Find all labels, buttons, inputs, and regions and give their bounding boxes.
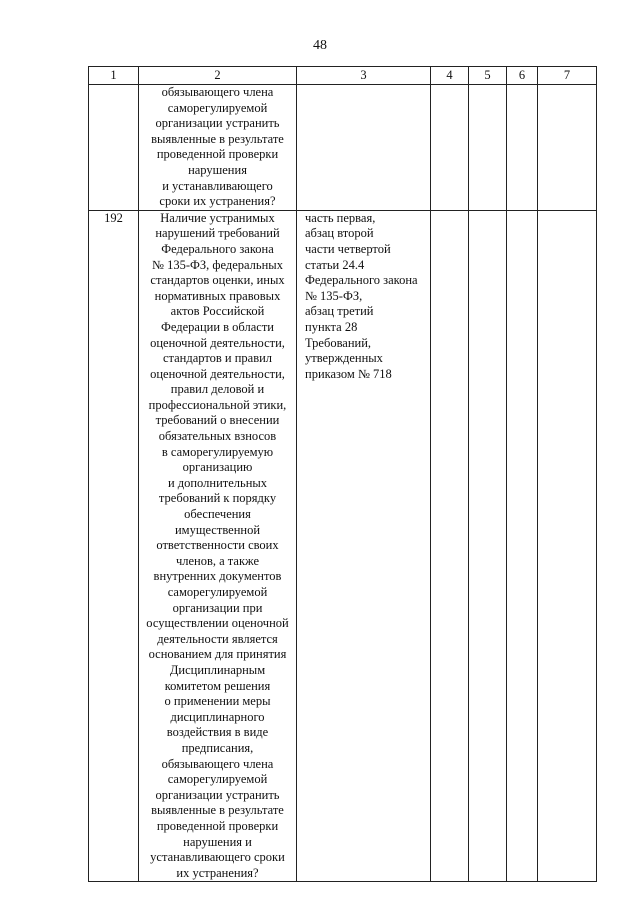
requirement-line: саморегулируемой [167, 772, 268, 787]
requirement-line: требований о внесении [155, 413, 280, 428]
reference-line: часть первая, [305, 210, 376, 225]
empty-cell-col-6 [507, 210, 538, 882]
reference-line: приказом № 718 [305, 366, 392, 381]
empty-cell-col-5 [469, 210, 507, 882]
requirement-line: выявленные в результате [151, 131, 284, 146]
table-row [89, 210, 597, 882]
row-number: 192 [104, 210, 123, 225]
reference-line: части четвертой [305, 241, 391, 256]
requirement-line: Дисциплинарным [169, 662, 266, 677]
header-row [89, 67, 597, 85]
requirement-line: устанавливающего сроки [150, 850, 285, 865]
requirement-line: профессиональной этики, [148, 397, 287, 412]
header-col-3: 3 [297, 67, 431, 85]
requirement-cell [139, 85, 297, 211]
requirement-line: сроки их устранения? [159, 194, 276, 209]
empty-cell-col-5 [469, 85, 507, 211]
requirement-line: Федерального закона [161, 241, 274, 256]
requirement-line: Наличие устранимых [160, 210, 275, 225]
requirement-line: саморегулируемой [167, 100, 268, 115]
empty-cell-col-7 [538, 210, 597, 882]
requirement-line: нарушения и [183, 834, 252, 849]
requirement-line: требований к порядку [158, 491, 277, 506]
requirement-line: нарушений требований [155, 226, 280, 241]
requirement-line: организации при [172, 600, 263, 615]
header-col-5: 5 [469, 67, 507, 85]
requirement-line: организации устранить [155, 787, 280, 802]
header-col-7: 7 [538, 67, 597, 85]
requirement-line: обязывающего члена [161, 756, 274, 771]
reference-line: Федерального закона [305, 273, 418, 288]
checklist-table [88, 66, 597, 882]
reference-line: статьи 24.4 [305, 257, 365, 272]
header-col-6: 6 [507, 67, 538, 85]
table-row [89, 85, 597, 211]
header-col-2: 2 [139, 67, 297, 85]
requirement-line: нарушения [188, 162, 247, 177]
reference-line: утвержденных [305, 351, 383, 366]
requirement-line: их устранения? [176, 865, 259, 880]
reference-cell [297, 210, 431, 882]
empty-cell-col-4 [431, 85, 469, 211]
empty-cell-col-7 [538, 85, 597, 211]
requirement-line: воздействия в виде [166, 725, 269, 740]
requirement-line: Федерации в области [161, 319, 274, 334]
requirement-cell [139, 210, 297, 882]
requirement-line: правил деловой и [170, 382, 265, 397]
requirement-line: внутренних документов [153, 569, 282, 584]
reference-line: пункта 28 [305, 319, 358, 334]
requirement-line: нормативных правовых [154, 288, 281, 303]
requirement-line: проведенной проверки [156, 147, 279, 162]
empty-cell-col-6 [507, 85, 538, 211]
requirement-line: ответственности своих [156, 538, 279, 553]
requirement-line: и устанавливающего [162, 178, 273, 193]
row-number-cell [89, 85, 139, 211]
requirement-line: дисциплинарного [170, 709, 265, 724]
requirement-line: оценочной деятельности, [150, 366, 285, 381]
requirement-line: организации устранить [155, 116, 280, 131]
requirement-line: основанием для принятия [148, 647, 287, 662]
reference-line: № 135-ФЗ, [305, 288, 363, 303]
requirement-line: обязательных взносов [158, 429, 277, 444]
requirement-line: актов Российской [170, 304, 265, 319]
requirement-line: оценочной деятельности, [150, 335, 285, 350]
requirement-line: выявленные в результате [151, 803, 284, 818]
requirement-line: организацию [182, 460, 253, 475]
header-col-4: 4 [431, 67, 469, 85]
requirement-line: стандартов оценки, иных [150, 273, 285, 288]
requirement-line: имущественной [174, 522, 261, 537]
reference-line: абзац третий [305, 304, 374, 319]
requirement-line: обязывающего члена [161, 85, 274, 99]
requirement-line: предписания, [181, 740, 254, 755]
requirement-line: деятельности является [157, 631, 278, 646]
reference-cell [297, 85, 431, 211]
requirement-line: членов, а также [175, 553, 260, 568]
header-col-1: 1 [89, 67, 139, 85]
reference-line: абзац второй [305, 226, 374, 241]
requirement-line: саморегулируемой [167, 585, 268, 599]
requirement-line: стандартов и правил [162, 351, 273, 366]
reference-line: Требований, [305, 335, 372, 350]
requirement-line: обеспечения [184, 507, 251, 522]
empty-cell-col-4 [431, 210, 469, 882]
requirement-line: осуществлении оценочной [146, 616, 289, 631]
row-number-cell [89, 210, 139, 882]
requirement-line: проведенной проверки [156, 818, 279, 833]
requirement-line: о применении меры [164, 694, 271, 709]
requirement-line: комитетом решения [164, 678, 271, 693]
requirement-line: в саморегулируемую [161, 444, 274, 459]
requirement-line: № 135-ФЗ, федеральных [152, 257, 283, 272]
requirement-line: и дополнительных [167, 475, 268, 490]
page-number: 48 [313, 38, 327, 53]
